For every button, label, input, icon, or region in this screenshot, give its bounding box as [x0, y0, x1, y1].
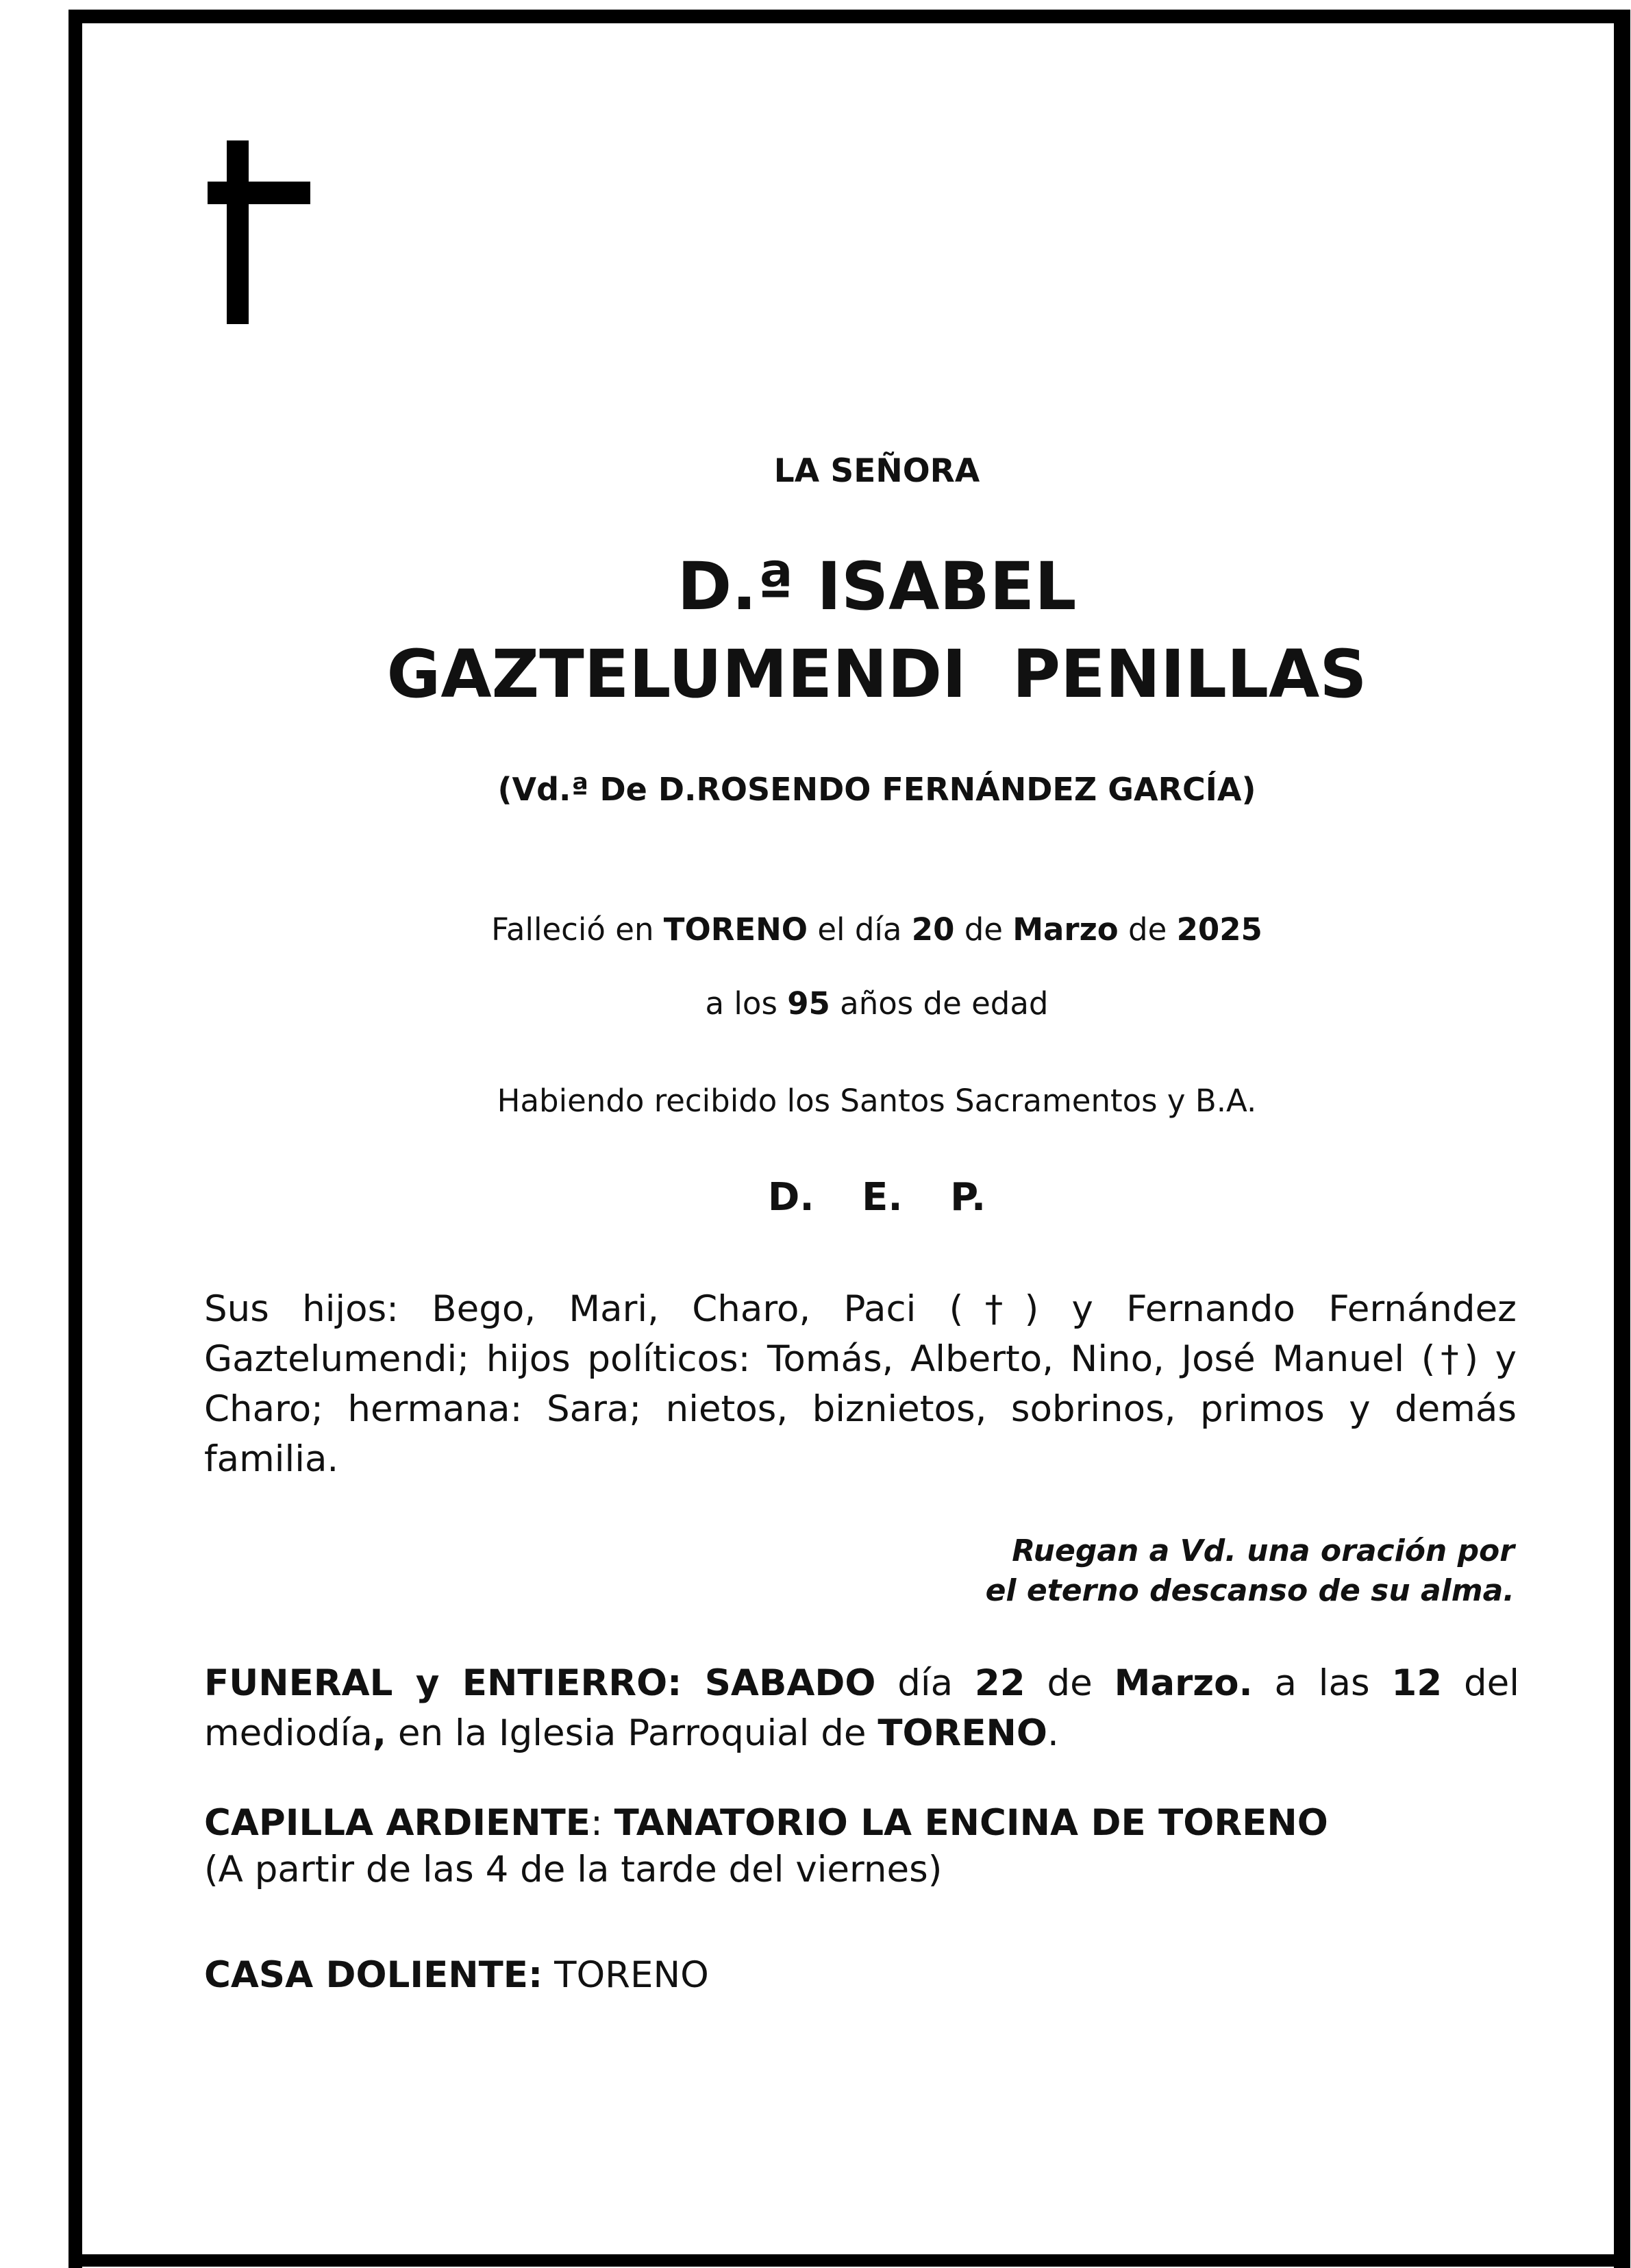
death-year: 2025	[1176, 911, 1262, 948]
funeral-t2: de	[1025, 1662, 1115, 1704]
cross-horizontal-bar	[208, 182, 310, 204]
funeral-label: FUNERAL y ENTIERRO: SABADO	[204, 1662, 876, 1704]
sacraments-note: Habiendo recibido los Santos Sacramentos y B.A.	[497, 1083, 1257, 1119]
funeral-day: 22	[974, 1662, 1025, 1704]
wake-info	[204, 1800, 1328, 1893]
funeral-t6: .	[1047, 1712, 1059, 1754]
age-years: 95	[787, 985, 830, 1022]
death-mid2: de	[954, 911, 1013, 948]
prayer-line-2: el eterno descanso de su alma.	[985, 1573, 1515, 1608]
death-day: 20	[911, 911, 955, 948]
wake-line	[204, 1800, 1328, 1847]
mourning-house-value: TORENO	[543, 1954, 709, 1996]
page-border-bottom	[69, 2254, 1630, 2267]
mourning-house-label: CASA DOLIENTE:	[204, 1954, 543, 1996]
deceased-name-surnames: GAZTELUMENDI PENILLAS	[386, 636, 1367, 713]
wake-note: (A partir de las 4 de la tarde del viernes)	[204, 1849, 943, 1890]
funeral-t3: a las	[1252, 1662, 1392, 1704]
heading: LA SEÑORA	[773, 452, 980, 490]
death-info	[206, 911, 1548, 948]
prayer-line-1: Ruegan a Vd. una oración por	[1012, 1533, 1515, 1568]
wake-colon: :	[590, 1802, 614, 1844]
wake-label: CAPILLA ARDIENTE	[204, 1802, 590, 1844]
funeral-t1: día	[875, 1662, 975, 1704]
death-prefix: Falleció en	[491, 911, 664, 948]
cross-vertical-bar	[227, 140, 249, 324]
wake-place: TANATORIO LA ENCINA DE TORENO	[614, 1802, 1328, 1844]
family-list: Sus hijos: Bego, Mari, Charo, Paci (†) y Fernando Fernández Gaztelumendi; hijos políticos: Tomás, Alberto, Nino, José Manuel (†) y Charo; hermana: Sara; nietos, biznietos, sobrinos, primos y demás familia.	[204, 1288, 1517, 1480]
age-info	[206, 985, 1548, 1022]
funeral-month: Marzo.	[1114, 1662, 1253, 1704]
mourning-house	[204, 1954, 709, 1996]
rip-initials: D. E. P.	[767, 1175, 986, 1220]
age-suffix: años de edad	[830, 985, 1049, 1022]
deceased-name-first: D.ª ISABEL	[677, 548, 1077, 625]
widow-of: (Vd.ª De D.ROSENDO FERNÁNDEZ GARCÍA)	[497, 771, 1256, 808]
death-mid1: el día	[808, 911, 912, 948]
death-mid3: de	[1118, 911, 1177, 948]
funeral-info	[204, 1658, 1519, 1758]
death-place: TORENO	[663, 911, 808, 948]
funeral-place: TORENO	[877, 1712, 1047, 1754]
funeral-hour: 12	[1391, 1662, 1443, 1704]
funeral-t4: del mediodía	[204, 1662, 1519, 1754]
page-border	[69, 10, 1630, 2268]
prayer-request	[986, 1531, 1515, 1611]
funeral-comma: ,	[372, 1712, 387, 1754]
age-prefix: a los	[705, 985, 788, 1022]
funeral-t5: en la Iglesia Parroquial de	[386, 1712, 878, 1754]
death-month: Marzo	[1012, 911, 1119, 948]
